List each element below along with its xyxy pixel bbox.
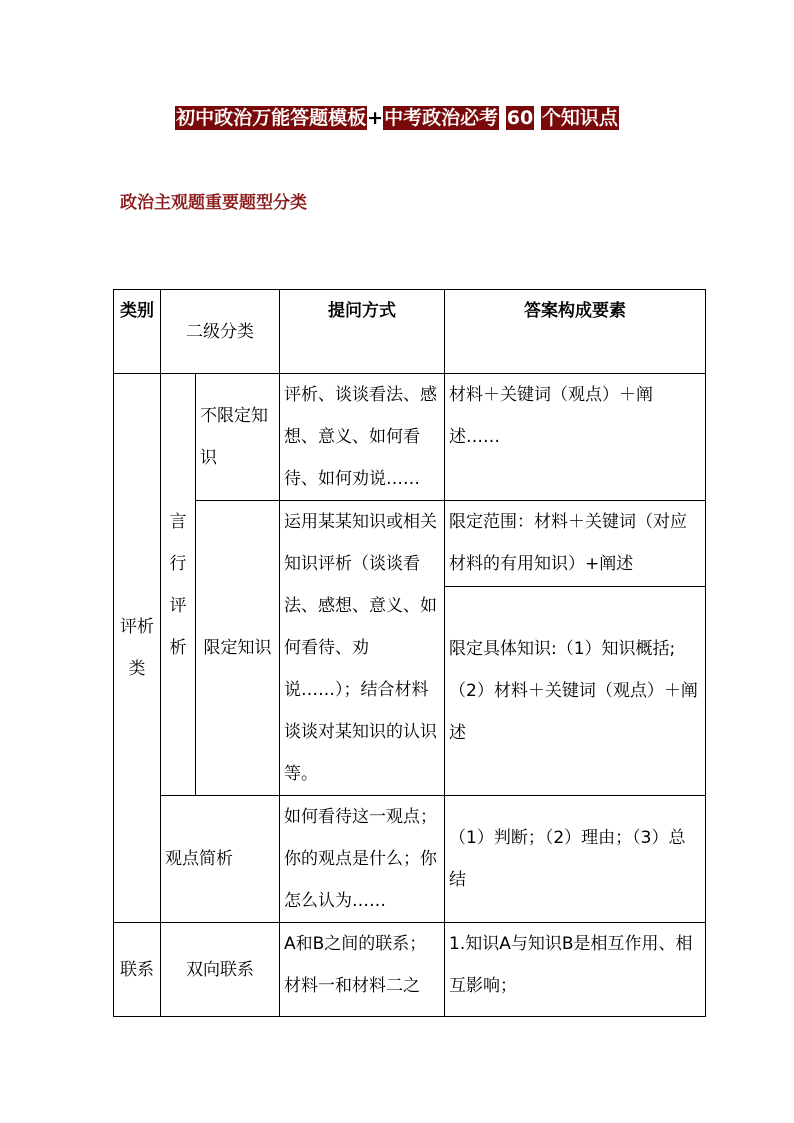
title-part-3: 个知识点 bbox=[541, 107, 618, 129]
question-type-table bbox=[113, 289, 706, 1017]
answer-limited-range: 限定范围：材料＋关键词（对应材料的有用知识）+阐述 bbox=[445, 501, 706, 587]
answer-limited-specific: 限定具体知识:（1）知识概括;（2）材料＋关键词（观点）＋阐述 bbox=[445, 586, 706, 795]
category-link: 联系 bbox=[114, 923, 161, 1017]
answer-twoway: 1.知识A与知识B是相互作用、相互影响； bbox=[445, 923, 706, 1017]
header-row bbox=[114, 290, 706, 374]
header-question: 提问方式 bbox=[280, 290, 445, 374]
document-title bbox=[0, 104, 794, 132]
subcategory-viewpoint: 观点简析 bbox=[161, 796, 280, 923]
title-number: 60 bbox=[506, 107, 534, 129]
answer-viewpoint: （1）判断；（2）理由；（3）总结 bbox=[445, 796, 706, 923]
subcategory-unlimited: 不限定知识 bbox=[196, 374, 280, 501]
answer-unlimited: 材料＋关键词（观点）＋阐述…… bbox=[445, 374, 706, 501]
question-viewpoint: 如何看待这一观点；你的观点是什么；你怎么认为…… bbox=[280, 796, 445, 923]
header-level2: 二级分类 bbox=[161, 290, 280, 374]
table-row bbox=[114, 796, 706, 923]
title-part-1: 初中政治万能答题模板 bbox=[176, 107, 367, 129]
question-unlimited: 评析、谈谈看法、感想、意义、如何看待、如何劝说…… bbox=[280, 374, 445, 501]
subcategory-limited: 限定知识 bbox=[196, 501, 280, 796]
question-limited: 运用某某知识或相关知识评析（谈谈看法、感想、意义、如何看待、劝说……）；结合材料谈谈对某知识的认识等。 bbox=[280, 501, 445, 796]
header-category: 类别 bbox=[114, 290, 161, 374]
question-twoway: A和B之间的联系；材料一和材料二之 bbox=[280, 923, 445, 1017]
table-row bbox=[114, 923, 706, 1017]
category-evaluate: 评析类 bbox=[114, 374, 161, 923]
title-plus: + bbox=[367, 107, 384, 129]
header-answer: 答案构成要素 bbox=[445, 290, 706, 374]
section-subtitle: 政治主观题重要题型分类 bbox=[120, 193, 307, 213]
subcategory-yanxing: 言行评析 bbox=[161, 374, 196, 796]
table-row bbox=[114, 374, 706, 501]
subcategory-twoway: 双向联系 bbox=[161, 923, 280, 1017]
table-row bbox=[114, 501, 706, 587]
title-part-2: 中考政治必考 bbox=[384, 107, 499, 129]
